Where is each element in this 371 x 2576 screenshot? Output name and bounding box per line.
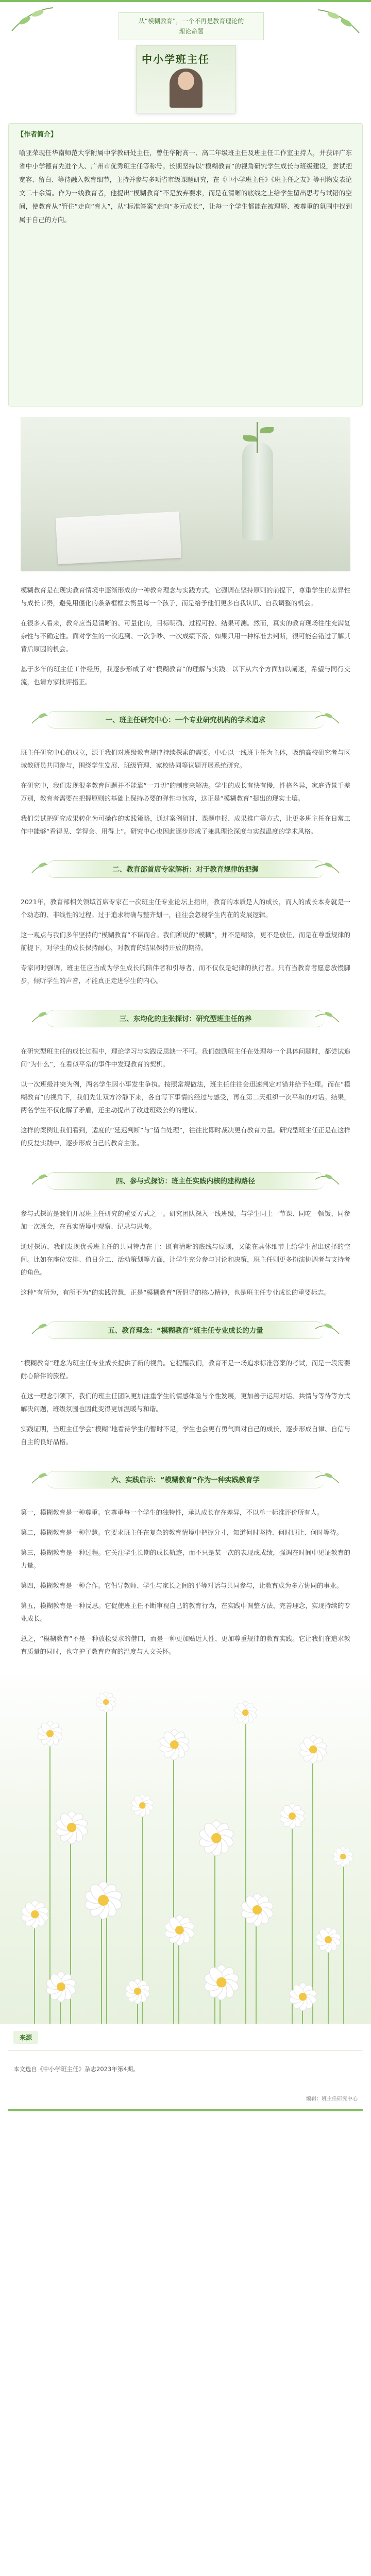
- section-paragraph: 我们尝试把研究成果转化为可操作的实践策略，通过案例研讨、课题申报、成果推广等方式，让更多班主任在日常工作中能够“看得见、学得会、用得上”。研究中心也因此逐步形成了兼具理论深度与实践温度的学术风格。: [21, 815, 350, 835]
- editor-credit: 编辑：班主任研究中心: [306, 2096, 358, 2102]
- daisy-stem: [101, 1902, 102, 2024]
- daisy-center: [57, 1982, 65, 1991]
- article-sections: [0, 703, 371, 1658]
- sprig-icon: [314, 1169, 340, 1190]
- source-tag: 来源: [13, 2031, 38, 2044]
- section-paragraph: 第二，模糊教育是一种智慧。它要求班主任在复杂的教育情境中把握分寸，知道何时坚持、何时退让、何时等待。: [21, 1529, 343, 1536]
- daisy-center: [325, 1936, 332, 1943]
- section-paragraph: 第五，模糊教育是一种反思。它促使班主任不断审视自己的教育行为，在实践中调整方法、完善理念，实现持续的专业成长。: [21, 1602, 350, 1622]
- section-header: [15, 1002, 356, 1033]
- section-body: [0, 895, 371, 987]
- leaf-decoration-icon: [315, 7, 362, 38]
- section-paragraph: 班主任研究中心的成立，源于我们对班级教育规律持续探索的需要。中心以一线班主任为主体，吸纳高校研究者与区域教研员共同参与，围绕学生发展、班级管理、家校协同等议题开展系统研究。: [21, 749, 350, 769]
- opening-paragraph-3: 基于多年的班主任工作经历，我逐步形成了对“模糊教育”的理解与实践。以下从六个方面加以阐述，希望与同行交流，也请方家批评指正。: [21, 665, 350, 686]
- opening-paragraph-1: 模糊教育是在现实教育情境中逐渐形成的一种教育理念与实践方式。它强调在坚持原则的前提下，尊重学生的差异性与成长节奏，避免用僵化的条条框框去衡量每一个孩子，而是给予他们更多自我认识、自我调整的机会。: [21, 586, 350, 607]
- daisy-stem: [256, 1912, 257, 2024]
- daisy-center: [211, 1833, 222, 1843]
- daisy-stem: [245, 1717, 246, 2024]
- section-paragraph: 实践证明，当班主任学会“模糊”地看待学生的暂时不足，学生也会更有勇气面对自己的成长，逐步形成自律、自信与自主的良好品格。: [21, 1425, 350, 1446]
- sprig-icon: [314, 1468, 340, 1488]
- author-face: [178, 72, 194, 90]
- daisy-center: [134, 1988, 141, 1995]
- section-paragraph: 这样的案例让我们看到，适度的“延迟判断”与“留白处理”，往往比即时裁决更有教育力量。研究型班主任正是在这样的反复实践中，逐步形成自己的教育主张。: [21, 1126, 350, 1147]
- title-line-1: 从“模糊教育”，一个不再是教育理论的: [138, 18, 244, 25]
- section-paragraph: 以一次班级冲突为例，两名学生因小事发生争执。按照常规做法，班主任往往会迅速判定对错并给予处理。而在“模糊教育”的视角下，我们先让双方冷静下来，各自写下事情的经过与感受，再在第二天组织一次平和的对话。结果，两名学生不仅化解了矛盾，还主动提出了改进班级公约的建议。: [21, 1080, 350, 1114]
- footer-divider: [8, 2050, 363, 2051]
- section-title: 四、参与式探访：班主任实践内核的建构路径: [116, 1177, 255, 1185]
- section-body: [0, 746, 371, 838]
- daisy-center: [67, 1823, 76, 1832]
- daisy-center: [299, 1993, 307, 2001]
- daisy-stem: [328, 1943, 329, 2024]
- section-body: [0, 1207, 371, 1299]
- vase: [242, 443, 273, 540]
- title-line-2: 理论命题: [178, 28, 204, 35]
- plant-stem: [257, 422, 258, 453]
- intro-badge: 【作者简介】: [17, 131, 58, 139]
- section-6: [0, 1463, 371, 1658]
- section-paragraph: 在研究中，我们发现很多教育问题并不能靠“一刀切”的制度来解决。学生的成长有快有慢，性格各异，家庭背景千差万别，教育者需要在把握原则的基础上保持必要的弹性与包容，这正是“模糊教育”提出的现实土壤。: [21, 782, 350, 802]
- daisy-center: [46, 1730, 54, 1737]
- section-paragraph: 2021年，教育部相关领域首席专家在一次班主任专业论坛上指出，教育的本质是人的成长，而人的成长本身就是一个动态的、非线性的过程。过于追求精确与整齐划一，往往会忽视学生内在的发展逻辑。: [21, 898, 350, 919]
- daisy-center: [340, 1854, 346, 1859]
- section-1: [0, 703, 371, 838]
- magazine-cover-image: [136, 45, 236, 113]
- section-body: [0, 1357, 371, 1448]
- daisy-field-illustration: [0, 1668, 371, 2024]
- plant-leaf: [243, 435, 257, 442]
- daisy-center: [216, 1977, 227, 1988]
- daisy-center: [139, 1802, 146, 1809]
- bottom-accent-bar: [8, 2109, 363, 2111]
- daisy-center: [170, 1740, 179, 1749]
- sprig-icon: [314, 1318, 340, 1339]
- section-body: [0, 1045, 371, 1149]
- section-paragraph: 专家同时强调，班主任应当成为学生成长的陪伴者和引导者，而不仅仅是纪律的执行者。只有当教育者愿意放慢脚步，倾听学生的声音，才能真正走进学生的内心。: [21, 964, 350, 985]
- section-paragraph: 第三，模糊教育是一种过程。它关注学生长期的成长轨迹，而不只是某一次的表现或成绩，强调在时间中见证教育的力量。: [21, 1549, 350, 1569]
- article-header: [0, 0, 371, 123]
- intro-text: 喻亚荣现任华南师范大学附属中学教研处主任，曾任华附高一、高二年级班主任及班主任工作室主持人，并获评广东省中小学德育先进个人、广州市优秀班主任等称号。长期坚持以“模糊教育”的视角研究学生成长与班级建设，尝试把宽容、留白、等待融入教育细节，主持并参与多项省市级课题研究，在《中小学班主任》《班主任之友》等刊物发表论文二十余篇。作为一线教育者，他提出“模糊教育”不是放弃要求，而是在清晰的底线之上给学生留出思考与试错的空间，使教育从“管住”走向“育人”，从“标准答案”走向“多元成长”，让每一个学生都能在被理解、被尊重的氛围中找到属于自己的方向。: [19, 149, 352, 224]
- section-header: [15, 1313, 356, 1345]
- section-paragraph: 第一，模糊教育是一种尊重。它尊重每一个学生的独特性，承认成长存在差异，不以单一标准评价所有人。: [21, 1509, 324, 1516]
- section-header: [15, 1164, 356, 1196]
- section-4: [0, 1164, 371, 1299]
- section-paragraph: 在研究型班主任的成长过程中，理论学习与实践反思缺一不可。我们鼓励班主任在处理每一个具体问题时，都尝试追问“为什么”，在看似平常的事件中发现教育的契机。: [21, 1047, 350, 1068]
- section-paragraph: 在这一理念引领下，我们的班主任团队更加注重学生的情感体验与个性发展，更加善于运用对话、共情与等待等方式解决问题，班级氛围也因此变得更加温暖与和谐。: [21, 1392, 350, 1413]
- source-text: 本文选自《中小学班主任》杂志2023年第4期。: [13, 2065, 139, 2073]
- opening-paragraph-2: 在很多人看来，教育应当是清晰的、可量化的，目标明确、过程可控、结果可测。然而，真实的教育现场往往充满复杂性与不确定性。面对学生的一次迟到、一次争吵、一次成绩下滑，如果只用一种标准去判断，很可能会错过了解其背后原因的机会。: [21, 619, 350, 653]
- sprig-icon: [314, 857, 340, 878]
- daisy-center: [242, 1709, 249, 1716]
- section-header: [15, 703, 356, 735]
- section-title: 三、东均化的主张探讨：研究型班主任的养: [119, 1015, 252, 1023]
- magazine-title: 中小学班主任: [142, 53, 210, 65]
- section-paragraph: 这一观点与我们多年坚持的“模糊教育”不谋而合。我们所说的“模糊”，并不是糊涂，更不是放任，而是在尊重规律的前提下，对学生的成长保持耐心，对教育的结果保持开放的期待。: [21, 931, 350, 952]
- daisy-stem: [343, 1861, 344, 2024]
- leaf-decoration-icon: [9, 5, 56, 36]
- daisy-stem: [34, 1918, 35, 2024]
- section-title: 五、教育理念：“模糊教育”班主任专业成长的力量: [108, 1327, 263, 1335]
- section-3: [0, 1002, 371, 1149]
- section-paragraph: 第四，模糊教育是一种合作。它倡导教师、学生与家长之间的平等对话与共同参与，让教育成为多方协同的事业。: [21, 1582, 343, 1589]
- desk-photo: [0, 412, 371, 577]
- daisy-stem: [312, 1753, 313, 2024]
- daisy-stem: [106, 1706, 107, 2024]
- daisy-stem: [178, 1933, 179, 2024]
- daisy-center: [103, 1699, 109, 1705]
- daisy-center: [98, 1895, 109, 1906]
- section-header: [15, 852, 356, 884]
- section-paragraph: 总之，“模糊教育”不是一种放松要求的借口，而是一种更加贴近人性、更加尊重规律的教育实践。它让我们在追求教育质量的同时，也守护了教育应有的温度与人文关怀。: [21, 1635, 350, 1655]
- section-header: [15, 1463, 356, 1495]
- opening-content: [0, 584, 371, 688]
- article-title: [119, 12, 264, 40]
- daisy-center: [175, 1926, 184, 1935]
- daisy-center: [252, 1905, 262, 1914]
- section-2: [0, 852, 371, 987]
- section-title: 六、实践启示：“模糊教育”作为一种实践教育学: [111, 1476, 260, 1484]
- section-5: [0, 1313, 371, 1448]
- section-paragraph: 通过探访，我们发现优秀班主任的共同特点在于：既有清晰的底线与原则，又能在具体细节上给学生留出选择的空间。比如在座位安排、值日分工、活动策划等方面，让学生充分参与讨论和决策，班主任则更多扮演协调者与支持者的角色。: [21, 1243, 350, 1276]
- section-title: 二、教育部首席专家解析：对于教育规律的把握: [112, 866, 259, 874]
- daisy-center: [309, 1745, 317, 1753]
- open-book: [56, 512, 181, 564]
- section-paragraph: “模糊教育”理念为班主任专业成长提供了新的视角。它提醒我们，教育不是一场追求标准答案的考试，而是一段需要耐心陪伴的旅程。: [21, 1359, 350, 1380]
- sprig-icon: [314, 1007, 340, 1027]
- daisy-stem: [173, 1748, 174, 2024]
- article-footer: [8, 2024, 363, 2111]
- section-title: 一、班主任研究中心：一个专业研究机构的学术追求: [105, 716, 266, 724]
- daisy-center: [31, 1910, 39, 1918]
- sprig-icon: [314, 708, 340, 728]
- daisy-center: [289, 1812, 296, 1820]
- author-intro-panel: [8, 123, 363, 406]
- section-paragraph: 参与式探访是我们开展班主任研究的重要方式之一。研究团队深入一线班级，与学生同上一节课、同吃一顿饭、同参加一次班会，在真实情境中观察、记录与思考。: [21, 1210, 350, 1230]
- section-body: [0, 1506, 371, 1658]
- section-paragraph: 这种“有所为，有所不为”的实践智慧，正是“模糊教育”所倡导的核心精神，也是班主任专业成长的重要标志。: [21, 1289, 330, 1296]
- plant-leaf: [260, 427, 274, 433]
